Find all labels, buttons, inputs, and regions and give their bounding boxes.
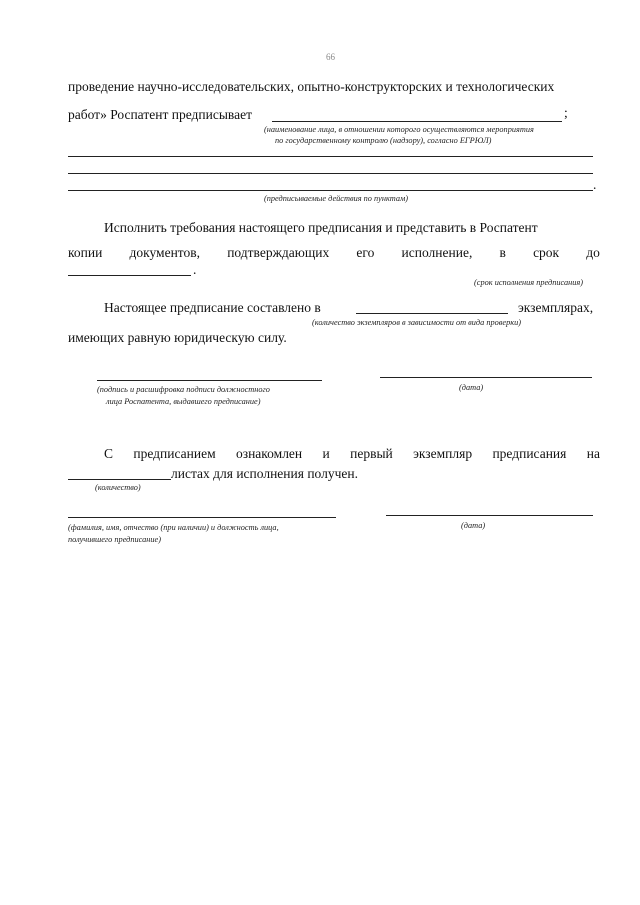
para2-word: копии bbox=[68, 245, 103, 260]
date-caption-2: (дата) bbox=[461, 521, 486, 530]
para4-word: экземпляр bbox=[413, 446, 473, 461]
deadline-blank-line bbox=[68, 275, 191, 276]
signature-caption-2-line2: получившего предписание) bbox=[68, 535, 161, 544]
addressee-caption-line1: (наименование лица, в отношении которого осуществляются мероприятия bbox=[264, 125, 534, 134]
para2-word: исполнение, bbox=[401, 245, 473, 260]
para2-word: в bbox=[499, 245, 506, 260]
para2-word: до bbox=[586, 245, 600, 260]
count-caption: (количество) bbox=[95, 483, 141, 492]
addressee-caption-line2: по государственному контролю (надзору), согласно ЕГРЮЛ) bbox=[275, 136, 492, 145]
para3-line2: имеющих равную юридическую силу. bbox=[68, 330, 287, 345]
copies-blank-line bbox=[356, 313, 508, 314]
para4-word: предписания bbox=[492, 446, 567, 461]
para2-word: его bbox=[356, 245, 375, 260]
deadline-end-dot: . bbox=[193, 262, 197, 277]
para2-word: срок bbox=[533, 245, 560, 260]
para2-line1: Исполнить требования настоящего предписания и представить в Роспатент bbox=[104, 220, 538, 235]
actions-blank-line-1 bbox=[68, 156, 593, 157]
para4-word: и bbox=[322, 446, 330, 461]
signature-caption-1-line1: (подпись и расшифровка подписи должностного bbox=[97, 385, 270, 394]
para3-suffix: экземплярах, bbox=[518, 300, 594, 315]
para4-word: на bbox=[586, 446, 600, 461]
copies-caption: (количество экземпляров в зависимости от вида проверки) bbox=[312, 318, 522, 327]
para2-word: подтверждающих bbox=[227, 245, 330, 260]
para2-word: документов, bbox=[129, 245, 201, 260]
para4-word: предписанием bbox=[133, 446, 216, 461]
para4-word: ознакомлен bbox=[235, 446, 303, 461]
page-number: 66 bbox=[326, 52, 335, 62]
addressee-blank-line bbox=[272, 121, 562, 122]
actions-blank-line-3 bbox=[68, 190, 593, 191]
para1-line2-prefix: работ» Роспатент предписывает bbox=[68, 107, 252, 122]
deadline-caption: (срок исполнения предписания) bbox=[474, 278, 583, 287]
para2-line2 bbox=[68, 246, 600, 260]
signature-caption-1-line2: лица Роспатента, выдавшего предписание) bbox=[106, 397, 261, 406]
signature-caption-2-line1 bbox=[68, 524, 336, 532]
para3-prefix: Настоящее предписание составлено в bbox=[104, 300, 321, 315]
caption-2-text: (фамилия, имя, отчество (при наличии) и должность лица, bbox=[68, 523, 279, 532]
sheets-count-blank-line bbox=[68, 479, 171, 480]
signature-line-2 bbox=[68, 517, 336, 518]
signature-line-1 bbox=[97, 380, 322, 381]
date-line-2 bbox=[386, 515, 593, 516]
para4-word: С bbox=[104, 446, 114, 461]
actions-end-dot: . bbox=[593, 177, 597, 192]
para1-line1: проведение научно-исследовательских, опытно-конструкторских и технологических bbox=[68, 79, 555, 94]
date-caption-1: (дата) bbox=[459, 383, 484, 392]
para1-semicolon: ; bbox=[564, 105, 568, 120]
date-line-1 bbox=[380, 377, 592, 378]
actions-caption: (предписываемые действия по пунктам) bbox=[264, 194, 409, 203]
actions-blank-line-2 bbox=[68, 173, 593, 174]
para4-line1 bbox=[104, 447, 600, 461]
para4-word: первый bbox=[350, 446, 393, 461]
para4-line2-suffix: листах для исполнения получен. bbox=[171, 466, 358, 481]
